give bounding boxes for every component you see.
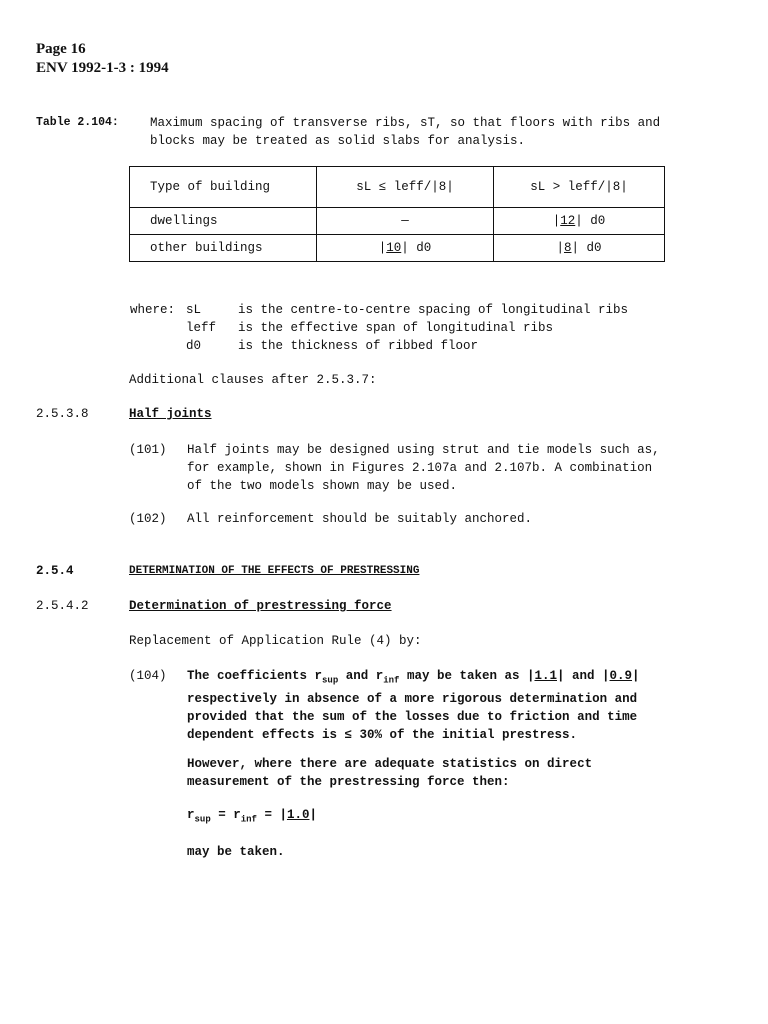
paragraph-line: The coefficients $r_{sup}$ and $r_{inf}$ may be taken as |1.1| and |0.9|	[187, 669, 640, 686]
cell-unit: d0	[586, 241, 602, 255]
text-run: may be taken as |	[399, 669, 535, 683]
table-cell: |8| d0	[494, 235, 665, 262]
where-intro: where:	[130, 303, 176, 317]
formula: $r_{sup} = r_{inf} = |1.0|$	[187, 808, 317, 825]
where-symbol: sL	[186, 303, 202, 317]
paragraph-101	[187, 441, 660, 495]
paragraph-number: (101)	[129, 443, 167, 457]
section-title: DETERMINATION OF THE EFFECTS OF PRESTRESSING	[129, 565, 420, 577]
paragraph-line: provided that the sum of the losses due to friction and time	[187, 709, 638, 724]
dash-value: —	[401, 214, 409, 228]
formula-value: 1.0	[286, 808, 310, 822]
text-run: The coefficients r	[187, 669, 323, 683]
paragraph-102: All reinforcement should be suitably anchored.	[187, 512, 533, 526]
section-number: 2.5.4	[36, 564, 74, 578]
paragraph-line: However, where there are adequate statistics on direct	[187, 757, 593, 771]
where-row	[130, 337, 628, 355]
rib-spacing-table	[129, 166, 665, 262]
table-caption-line-2: blocks may be treated as solid slabs for analysis.	[150, 134, 526, 148]
where-symbol: d0	[186, 339, 202, 353]
table-header-row	[130, 167, 665, 208]
standard-reference: ENV 1992-1-3 : 1994	[36, 60, 169, 76]
replacement-text: Replacement of Application Rule (4) by:	[129, 634, 422, 648]
where-text: is the centre-to-centre spacing of longitudinal ribs	[238, 303, 629, 317]
text-run: and r	[338, 669, 384, 683]
where-row	[130, 319, 628, 337]
table-cell: |12| d0	[494, 208, 665, 235]
where-block	[130, 301, 628, 355]
table-label: Table 2.104:	[36, 116, 119, 129]
paragraph-line: Half joints may be designed using strut and tie models such as,	[187, 443, 660, 457]
section-title: Half joints	[129, 407, 212, 421]
additional-clauses: Additional clauses after 2.5.3.7:	[129, 373, 377, 387]
table-cell	[317, 208, 494, 235]
table-row	[130, 235, 665, 262]
section-title: Determination of prestressing force	[129, 599, 392, 613]
where-text: is the effective span of longitudinal ribs	[238, 321, 554, 335]
paragraph-line: dependent effects is ≤ 30% of the initial prestress.	[187, 727, 578, 742]
cell-unit: d0	[416, 241, 432, 255]
paragraph-104	[187, 667, 640, 744]
text-run: | and |	[557, 669, 610, 683]
paragraph-number: (104)	[129, 669, 167, 683]
coefficient-inf-value: 0.9	[609, 669, 633, 683]
table-caption	[150, 114, 660, 150]
text-run: |	[632, 669, 640, 683]
cell-value: 8	[563, 241, 572, 255]
where-row	[130, 301, 628, 319]
table-caption-line-1: Maximum spacing of transverse ribs, sT, so that floors with ribs and	[150, 116, 661, 130]
paragraph-line: for example, shown in Figures 2.107a and 2.107b. A combination	[187, 461, 653, 475]
cell-value: 10	[386, 241, 402, 255]
row-type: dwellings	[130, 208, 317, 235]
paragraph-line: of the two models shown may be used.	[187, 479, 458, 493]
section-number: 2.5.4.2	[36, 599, 89, 613]
where-text: is the thickness of ribbed floor	[238, 339, 479, 353]
cell-value: 12	[560, 214, 576, 228]
page-number: Page 16	[36, 41, 86, 57]
cell-unit: d0	[590, 214, 606, 228]
paragraph-line: respectively in absence of a more rigorous determination and	[187, 691, 638, 706]
page-header	[36, 40, 169, 78]
table-cell: |10| d0	[317, 235, 494, 262]
column-header-le: sL ≤ leff/|8|	[317, 167, 494, 208]
where-symbol: leff	[186, 321, 217, 335]
paragraph-line: measurement of the prestressing force then:	[187, 775, 510, 789]
row-type: other buildings	[130, 235, 317, 262]
section-number: 2.5.3.8	[36, 407, 89, 421]
coefficient-sup-value: 1.1	[534, 669, 557, 683]
paragraph-number: (102)	[129, 512, 167, 526]
table-row	[130, 208, 665, 235]
column-header-gt: sL > leff/|8|	[494, 167, 665, 208]
may-be-taken: may be taken.	[187, 845, 285, 859]
column-header-type: Type of building	[130, 167, 317, 208]
however-paragraph	[187, 755, 592, 791]
